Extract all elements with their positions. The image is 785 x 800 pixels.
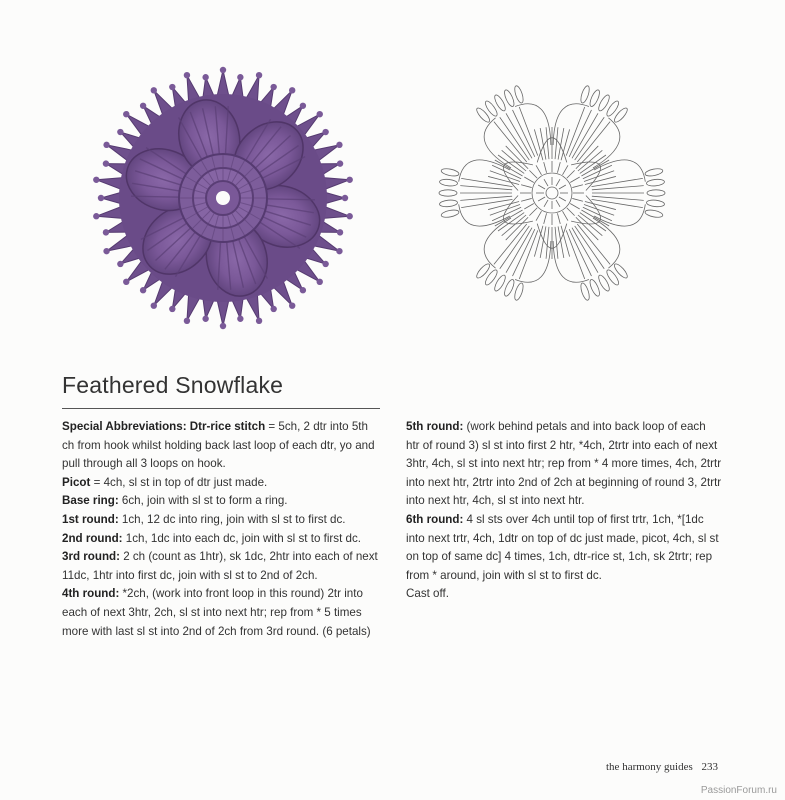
instruction-paragraph (62, 492, 380, 511)
instruction-text: 1ch, 1dc into each dc, join with sl st to first dc. (122, 531, 361, 545)
instructions-column-2 (406, 418, 722, 604)
guide-name: the harmony guides (606, 761, 693, 773)
pattern-title: Feathered Snowflake (62, 372, 284, 398)
instruction-text: *2ch, (work into front loop in this round) 2tr into each of next 3htr, 2ch, sl st into next htr; rep from * 5 times more with last sl st into 2nd of 2ch from 3rd round. (6 petals) (62, 587, 371, 638)
instruction-label: 6th round: (406, 512, 464, 526)
instruction-text: = 4ch, sl st in top of dtr just made. (90, 475, 268, 489)
instruction-text: = 5ch, 2 dtr into 5th ch from hook whilst holding back last loop of each dtr, yo and pull through all 3 loops on hook. (62, 420, 375, 471)
instruction-label: Base ring: (62, 494, 119, 508)
instruction-label: 2nd round: (62, 531, 123, 545)
instruction-paragraph (406, 585, 722, 604)
instruction-text: 1ch, 12 dc into ring, join with sl st to first dc. (118, 512, 346, 526)
instruction-paragraph (62, 548, 380, 585)
instructions-column-1 (62, 418, 380, 641)
instruction-paragraph (62, 474, 380, 493)
instruction-paragraph (406, 418, 722, 511)
instruction-text: 2 ch (count as 1htr), sk 1dc, 2htr into each of next 11dc, 1htr into first dc, join with sl st to 2nd of 2ch. (62, 550, 378, 582)
crochet-motif-photo (92, 62, 354, 334)
instruction-label: 1st round: (62, 512, 119, 526)
watermark: PassionForum.ru (700, 785, 777, 796)
instruction-text: 4 sl sts over 4ch until top of first trtr, 1ch, *[1dc into next trtr, 4ch, 1dtr on top of dc just made, picot, 4ch, sl st on top of same dc] 4 times, 1ch, dtr-rice st, 1ch, sk 2trtr; rep from * around, join with sl st to first dc. (406, 512, 719, 582)
stitch-diagram (432, 68, 672, 318)
instruction-text: Cast off. (406, 587, 449, 601)
page-number: 233 (701, 761, 719, 773)
instruction-label: 5th round: (406, 420, 464, 433)
instruction-paragraph (406, 511, 722, 585)
instruction-text: 6ch, join with sl st to form a ring. (118, 494, 288, 508)
instruction-paragraph (62, 511, 380, 530)
instruction-label: 4th round: (62, 587, 120, 601)
title-rule (62, 408, 380, 409)
instruction-label: Special Abbreviations: Dtr-rice stitch (62, 420, 266, 433)
instruction-text: (work behind petals and into back loop of each htr of round 3) sl st into first 2 htr, *4ch, 2trtr into each of next 3htr, 4ch, sl st into next htr; rep from * 4 more times, 4ch, 2trtr into next htr, 2trtr into 2nd of 2ch at beginning of round 3, 2trtr into next htr, 4ch, sl st into next htr. (406, 420, 722, 508)
page-footer (606, 761, 724, 773)
instruction-paragraph (62, 530, 380, 549)
instruction-paragraph (62, 418, 380, 474)
instruction-label: 3rd round: (62, 550, 120, 564)
instruction-paragraph (62, 585, 380, 641)
instruction-label: Picot (62, 475, 91, 489)
